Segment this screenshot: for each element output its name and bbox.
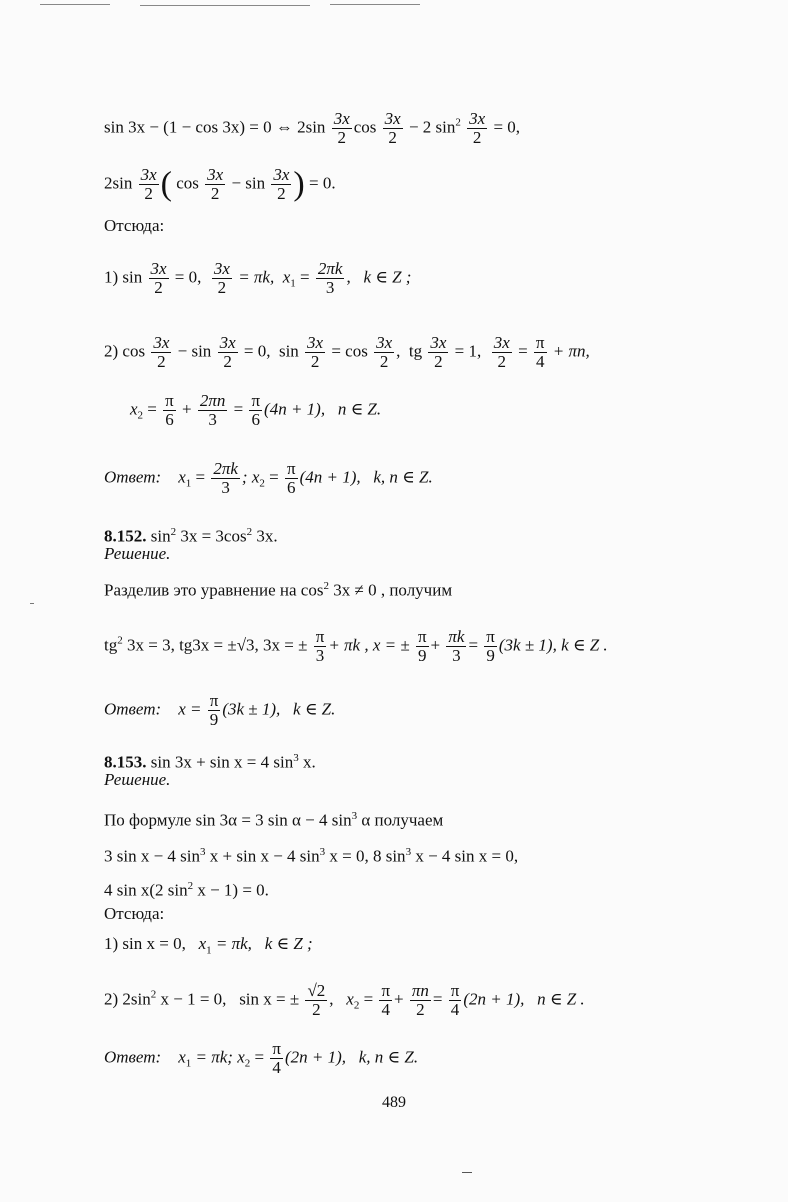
fraction: $\frac{\pi}{6}$: [165, 391, 174, 429]
fraction: $\frac{\pi}{4}$: [272, 1039, 281, 1077]
exponent: 3: [351, 810, 358, 822]
text: α получаем: [357, 810, 444, 830]
text: sin 3x − (1 − cos 3x) = 0 ⇔ 2sin: [104, 117, 326, 137]
formula-line: [104, 806, 443, 831]
fraction: $\frac{3x}{2}$: [333, 109, 350, 147]
subscript: 2: [244, 1057, 251, 1070]
text: k ∈ Z.: [293, 699, 336, 719]
answer-label: Ответ:: [104, 1047, 162, 1067]
text: =: [269, 467, 279, 487]
text: (2n + 1),: [284, 1047, 346, 1067]
text: = πk,: [215, 934, 252, 953]
text: tg: [408, 341, 423, 361]
fraction: $\frac{3x}{2}$: [153, 333, 170, 371]
text: =: [300, 267, 310, 287]
solution-heading-2: Решение.: [104, 770, 171, 789]
fraction: $\frac{\pi}{6}$: [251, 391, 261, 429]
text: =: [432, 989, 443, 1009]
text: cos: [176, 173, 199, 193]
subscript: 1: [206, 944, 212, 957]
exponent: 2: [170, 526, 177, 538]
text: k, n ∈ Z.: [358, 1047, 419, 1067]
text: =: [518, 341, 528, 361]
fraction: $\frac{3x}{2}$: [307, 333, 324, 371]
case-2: [104, 334, 590, 371]
text: x − 1 = 0,: [156, 989, 227, 1009]
exponent: 3: [293, 752, 299, 764]
text: 2sin: [104, 173, 133, 193]
text: Разделив это уравнение на cos: [104, 580, 324, 600]
text: k ∈ Z ;: [264, 934, 313, 953]
text: 3x.: [252, 526, 278, 546]
answer-3: [104, 1040, 418, 1077]
text: = πk,: [238, 267, 275, 287]
otsyuda-label: Отсюда:: [104, 216, 165, 235]
subscript: 2: [353, 999, 360, 1012]
fraction: $\frac{\pi k}{3}$: [448, 627, 465, 665]
otsyuda-label-2: Отсюда:: [104, 904, 165, 923]
fraction: $\frac{3x}{2}$: [140, 165, 157, 203]
x2-line: [130, 392, 381, 429]
solution-heading-1: Решение.: [104, 544, 171, 563]
text: (3k ± 1),: [498, 635, 557, 655]
fraction: $\frac{3x}{2}$: [430, 333, 447, 371]
text: = 0,: [174, 267, 202, 287]
text: k ∈ Z ;: [363, 267, 412, 287]
fraction: $\frac{\pi}{9}$: [417, 627, 427, 665]
fraction: $\frac{\pi}{9}$: [209, 691, 219, 729]
exponent: 3: [319, 846, 326, 858]
fraction: $\frac{3x}{2}$: [376, 333, 393, 371]
problem-number: 8.152.: [104, 526, 147, 546]
text: k ∈ Z .: [561, 635, 608, 655]
text: cos: [353, 117, 377, 137]
text: − sin: [231, 173, 266, 193]
text: (4n + 1),: [264, 399, 326, 419]
exponent: 2: [150, 988, 157, 1001]
division-line: [104, 576, 452, 601]
fraction: $\frac{\pi n}{2}$: [411, 981, 429, 1019]
fraction: $\frac{3x}{2}$: [219, 333, 236, 371]
fraction: $\frac{3x}{2}$: [150, 259, 167, 297]
text: 3x ≠ 0 , получим: [328, 580, 453, 600]
text: =: [195, 467, 206, 487]
text: ; x: [241, 467, 260, 487]
subscript: 1: [290, 277, 296, 290]
text: ,: [396, 341, 401, 361]
fraction: $\frac{√2}{2}$: [307, 981, 326, 1019]
text: 3x = 3, tg3x = ±√3, 3x = ±: [122, 635, 308, 655]
text: 4 sin x(2 sin: [104, 880, 188, 900]
exponent: 2: [187, 880, 194, 892]
text: (3k ± 1),: [222, 699, 281, 719]
fraction: $\frac{2\pi k}{3}$: [317, 259, 343, 297]
fraction: $\frac{\pi}{3}$: [315, 627, 325, 665]
text: n ∈ Z .: [537, 989, 585, 1009]
text: − 2 sin: [408, 117, 456, 137]
text: k, n ∈ Z.: [373, 467, 433, 487]
text: x.: [298, 752, 316, 772]
fraction: $\frac{3x}{2}$: [493, 333, 510, 371]
scan-artifact-top-mid: [140, 5, 310, 6]
text: 2) 2sin: [104, 989, 151, 1009]
text: =: [233, 399, 244, 419]
text: = 1,: [454, 341, 482, 361]
text: 1) sin: [104, 267, 143, 287]
exponent: 3: [405, 846, 412, 858]
answer-label: Ответ:: [104, 467, 162, 487]
text: (2n + 1),: [463, 989, 525, 1009]
scan-artifact-top-left: [40, 4, 110, 5]
text: +: [394, 989, 404, 1009]
text: sin: [150, 526, 171, 546]
text: tg: [104, 635, 118, 655]
text: +: [430, 635, 441, 655]
subscript: 1: [185, 477, 192, 490]
text: − sin: [177, 341, 212, 361]
text: sin x = ±: [239, 989, 300, 1009]
text: 2) cos: [104, 341, 146, 361]
text: +: [181, 399, 192, 419]
fraction: $\frac{\pi}{4}$: [535, 333, 545, 371]
solution-line-1: [104, 110, 520, 147]
scan-artifact-bottom: [462, 1172, 472, 1173]
text: =: [147, 399, 157, 419]
text: sin 3x + sin x = 4 sin: [150, 752, 294, 772]
text: + πn,: [552, 341, 590, 361]
text: =: [254, 1047, 265, 1067]
text: x − 1) = 0.: [193, 880, 269, 900]
text: = 0.: [309, 173, 336, 193]
subscript: 2: [259, 477, 265, 490]
fraction: $\frac{2\pi k}{3}$: [213, 459, 238, 497]
exponent: 2: [246, 526, 253, 538]
variable: x: [346, 989, 354, 1009]
problem-number: 8.153.: [104, 752, 147, 772]
solution-line-2: [104, 166, 336, 203]
fraction: $\frac{3x}{2}$: [273, 165, 290, 203]
text: x = 0, 8 sin: [325, 846, 406, 866]
fraction: $\frac{3x}{2}$: [469, 109, 486, 147]
text: = 0,: [243, 341, 271, 361]
case-2-1: [104, 934, 313, 960]
answer-1: [104, 460, 433, 497]
problem-8-152: [104, 522, 278, 547]
right-paren: ): [293, 165, 305, 203]
exponent: 2: [455, 116, 461, 129]
subscript: 2: [137, 409, 144, 422]
fraction: $\frac{\pi}{6}$: [286, 459, 296, 497]
tg-solution-line: [104, 628, 608, 665]
answer-2: [104, 692, 335, 729]
scan-artifact-top-right: [330, 4, 420, 5]
text: sin: [278, 341, 299, 361]
factored-line: [104, 876, 269, 901]
text: = 0,: [493, 117, 521, 137]
fraction: $\frac{3x}{2}$: [384, 109, 401, 147]
left-paren: (: [160, 165, 172, 203]
variable: x: [198, 934, 207, 953]
variable: x: [178, 467, 186, 487]
problem-8-153: [104, 748, 316, 773]
variable: x: [130, 399, 138, 419]
exponent: 3: [200, 846, 206, 858]
fraction: $\frac{\pi}{4}$: [381, 981, 391, 1019]
expansion-line: [104, 842, 518, 867]
exponent: 2: [323, 580, 329, 592]
text: По формуле sin 3α = 3 sin α − 4 sin: [104, 810, 352, 830]
fraction: $\frac{3x}{2}$: [213, 259, 230, 297]
variable: x: [178, 1047, 186, 1067]
text: n ∈ Z.: [337, 399, 382, 419]
case-2-2: [104, 982, 585, 1019]
page-number: 489: [382, 1094, 406, 1111]
variable: x: [282, 267, 291, 287]
subscript: 1: [185, 1057, 192, 1070]
text: 3x = 3cos: [176, 526, 247, 546]
text: = πk; x: [195, 1047, 245, 1067]
text: =: [363, 989, 374, 1009]
text: x − 4 sin x = 0,: [411, 846, 519, 866]
exponent: 2: [117, 634, 123, 647]
scan-artifact-left: [30, 603, 34, 604]
text: ,: [346, 267, 351, 287]
text: x + sin x − 4 sin: [205, 846, 320, 866]
answer-label: Ответ:: [104, 699, 162, 719]
text: 3 sin x − 4 sin: [104, 846, 201, 866]
text: =: [468, 635, 479, 655]
fraction: $\frac{\pi}{4}$: [450, 981, 460, 1019]
fraction: $\frac{2\pi n}{3}$: [199, 391, 226, 429]
case-1: [104, 260, 411, 297]
text: 1) sin x = 0,: [104, 934, 186, 953]
fraction: $\frac{\pi}{9}$: [486, 627, 495, 665]
text: (4n + 1),: [299, 467, 361, 487]
text: ,: [329, 989, 334, 1009]
text: x =: [178, 699, 202, 719]
text: = cos: [331, 341, 368, 361]
fraction: $\frac{3x}{2}$: [207, 165, 224, 203]
text: + πk , x = ±: [328, 635, 410, 655]
